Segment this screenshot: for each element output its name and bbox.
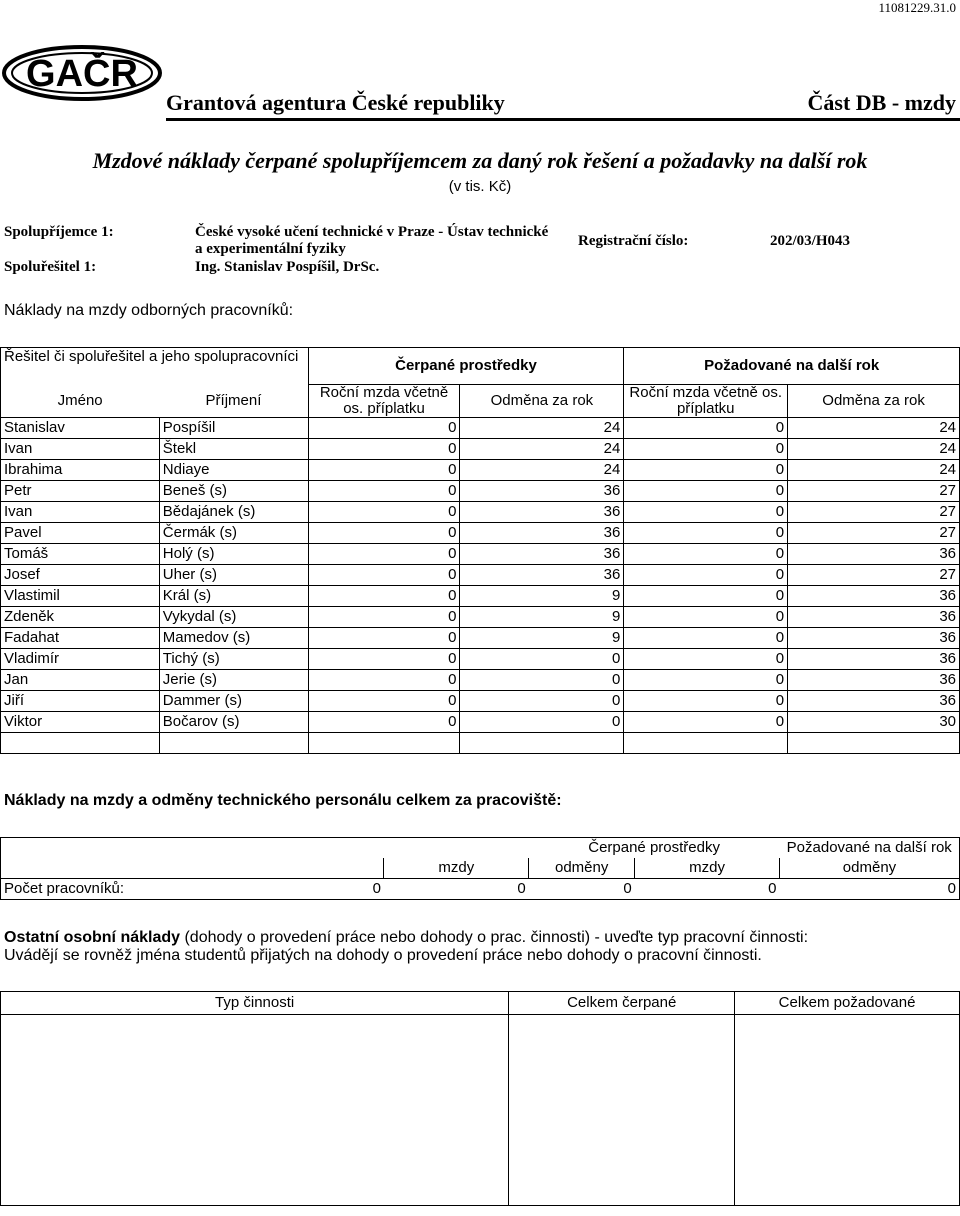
staff-first-name: Petr <box>1 481 160 502</box>
drawn-reward-value: 0 <box>460 670 624 691</box>
tech-requested-rewards-header: odměny <box>779 858 959 879</box>
section3-note: Uvádějí se rovněž jména studentů přijatých na dohody o provedení práce nebo dohody o pracovní činnosti. <box>4 947 762 964</box>
drawn-salary-value: 0 <box>308 691 460 712</box>
staff-first-name: Ivan <box>1 439 160 460</box>
drawn-reward-value: 36 <box>460 565 624 586</box>
staff-first-name: Fadahat <box>1 628 160 649</box>
other-costs-body <box>1 1015 509 1206</box>
other-costs-table <box>0 991 960 1206</box>
staff-first-name: Stanislav <box>1 418 160 439</box>
agency-name: Grantová agentura České republiky <box>166 90 505 115</box>
drawn-reward-value: 36 <box>460 502 624 523</box>
drawn-reward-value: 36 <box>460 523 624 544</box>
staff-last-name: Mamedov (s) <box>159 628 308 649</box>
staff-last-name: Beneš (s) <box>159 481 308 502</box>
worker-count-value: 0 <box>372 880 381 897</box>
requested-salary-value: 0 <box>624 649 788 670</box>
staff-row <box>1 565 960 586</box>
staff-first-name: Jan <box>1 670 160 691</box>
document-id: 11081229.31.0 <box>878 0 956 15</box>
coinvestigator-value: Ing. Stanislav Pospíšil, DrSc. <box>195 259 380 275</box>
gacr-logo <box>2 44 162 102</box>
requested-header: Požadované na další rok <box>624 348 960 385</box>
staff-first-name: Pavel <box>1 523 160 544</box>
staff-last-name: Uher (s) <box>159 565 308 586</box>
drawn-reward-value: 0 <box>460 649 624 670</box>
part-label: Část DB - mzdy <box>807 90 956 115</box>
tech-requested-rewards-value: 0 <box>779 879 959 900</box>
page-title: Mzdové náklady čerpané spolupříjemcem za daný rok řešení a požadavky na další rok <box>92 148 868 173</box>
corecipient-label: Spolupříjemce 1: <box>4 224 114 240</box>
staff-last-name: Dammer (s) <box>159 691 308 712</box>
staff-row <box>1 418 960 439</box>
staff-row <box>1 439 960 460</box>
coinvestigator-label: Spoluřešitel 1: <box>4 259 97 275</box>
worker-count-label: Počet pracovníků: <box>4 880 125 897</box>
requested-salary-value: 0 <box>624 670 788 691</box>
staff-last-name: Pospíšil <box>159 418 308 439</box>
tech-requested-header: Požadované na další rok <box>779 838 959 859</box>
drawn-salary-value: 0 <box>308 565 460 586</box>
requested-salary-value: 0 <box>624 523 788 544</box>
staff-first-name: Ivan <box>1 502 160 523</box>
drawn-reward-value: 36 <box>460 481 624 502</box>
section3-title-rest: (dohody o provedení práce nebo dohody o prac. činnosti) - uveďte typ pracovní činnosti: <box>180 929 809 946</box>
requested-reward-value: 36 <box>788 670 960 691</box>
requested-salary-value: 0 <box>624 607 788 628</box>
requested-reward-value: 27 <box>788 481 960 502</box>
researcher-header: Řešitel či spoluřešitel a jeho spolupracovníci <box>1 348 309 385</box>
drawn-salary-value: 0 <box>308 502 460 523</box>
registration-value: 202/03/H043 <box>770 233 851 249</box>
staff-first-name: Zdeněk <box>1 607 160 628</box>
requested-salary-value: 0 <box>624 418 788 439</box>
staff-last-name: Král (s) <box>159 586 308 607</box>
first-name-header: Jméno <box>1 385 160 418</box>
requested-salary-value: 0 <box>624 502 788 523</box>
requested-reward-value: 24 <box>788 418 960 439</box>
section3-title <box>4 929 808 947</box>
drawn-reward-value: 24 <box>460 418 624 439</box>
empty-row <box>1 733 960 754</box>
requested-reward-value: 36 <box>788 586 960 607</box>
unit-label: (v tis. Kč) <box>448 178 512 195</box>
corecipient-line2: a experimentální fyziky <box>195 241 346 257</box>
tech-requested-wages-header: mzdy <box>635 858 780 879</box>
drawn-salary-value: 0 <box>308 481 460 502</box>
staff-row <box>1 502 960 523</box>
staff-row <box>1 712 960 733</box>
drawn-salary-value: 0 <box>308 670 460 691</box>
requested-reward-value: 24 <box>788 439 960 460</box>
total-requested-header: Celkem požadované <box>735 992 960 1015</box>
drawn-reward-value: 9 <box>460 586 624 607</box>
requested-reward-value: 36 <box>788 691 960 712</box>
requested-salary-header: Roční mzda včetně os. příplatku <box>624 385 788 418</box>
section1-title: Náklady na mzdy odborných pracovníků: <box>4 302 294 319</box>
requested-reward-value: 30 <box>788 712 960 733</box>
tech-drawn-wages-value: 0 <box>384 879 529 900</box>
staff-row <box>1 544 960 565</box>
staff-last-name: Ndiaye <box>159 460 308 481</box>
staff-row <box>1 523 960 544</box>
requested-salary-value: 0 <box>624 691 788 712</box>
requested-reward-value: 27 <box>788 502 960 523</box>
registration-label: Registrační číslo: <box>578 233 689 249</box>
drawn-header: Čerpané prostředky <box>308 348 624 385</box>
drawn-reward-value: 24 <box>460 439 624 460</box>
staff-last-name: Bědajánek (s) <box>159 502 308 523</box>
staff-last-name: Tichý (s) <box>159 649 308 670</box>
requested-reward-value: 24 <box>788 460 960 481</box>
staff-row <box>1 481 960 502</box>
staff-last-name: Vykydal (s) <box>159 607 308 628</box>
drawn-salary-header: Roční mzda včetně os. příplatku <box>308 385 460 418</box>
drawn-salary-value: 0 <box>308 649 460 670</box>
staff-first-name: Vladimír <box>1 649 160 670</box>
logo-text: GAČR <box>26 53 138 95</box>
staff-row <box>1 670 960 691</box>
staff-first-name: Vlastimil <box>1 586 160 607</box>
requested-salary-value: 0 <box>624 544 788 565</box>
staff-first-name: Josef <box>1 565 160 586</box>
staff-row <box>1 460 960 481</box>
drawn-salary-value: 0 <box>308 418 460 439</box>
drawn-salary-value: 0 <box>308 523 460 544</box>
requested-reward-value: 36 <box>788 544 960 565</box>
requested-salary-value: 0 <box>624 565 788 586</box>
drawn-salary-value: 0 <box>308 712 460 733</box>
staff-wages-table <box>0 347 960 754</box>
drawn-salary-value: 0 <box>308 607 460 628</box>
requested-reward-value: 36 <box>788 607 960 628</box>
drawn-salary-value: 0 <box>308 628 460 649</box>
tech-requested-wages-value: 0 <box>635 879 780 900</box>
staff-row <box>1 691 960 712</box>
technical-staff-table <box>0 837 960 900</box>
drawn-reward-value: 0 <box>460 691 624 712</box>
staff-last-name: Bočarov (s) <box>159 712 308 733</box>
total-drawn-header: Celkem čerpané <box>509 992 735 1015</box>
staff-row <box>1 586 960 607</box>
section3-title-bold: Ostatní osobní náklady <box>4 929 181 946</box>
drawn-salary-value: 0 <box>308 439 460 460</box>
tech-drawn-rewards-header: odměny <box>529 858 635 879</box>
requested-salary-value: 0 <box>624 439 788 460</box>
drawn-salary-value: 0 <box>308 586 460 607</box>
requested-reward-value: 27 <box>788 565 960 586</box>
drawn-reward-value: 24 <box>460 460 624 481</box>
requested-salary-value: 0 <box>624 586 788 607</box>
requested-reward-value: 36 <box>788 628 960 649</box>
staff-last-name: Jerie (s) <box>159 670 308 691</box>
drawn-reward-value: 0 <box>460 712 624 733</box>
requested-reward-value: 27 <box>788 523 960 544</box>
drawn-salary-value: 0 <box>308 544 460 565</box>
requested-reward-header: Odměna za rok <box>788 385 960 418</box>
drawn-reward-value: 9 <box>460 607 624 628</box>
requested-salary-value: 0 <box>624 460 788 481</box>
requested-salary-value: 0 <box>624 712 788 733</box>
last-name-header: Příjmení <box>159 385 308 418</box>
activity-type-header: Typ činnosti <box>1 992 509 1015</box>
staff-last-name: Holý (s) <box>159 544 308 565</box>
drawn-reward-value: 9 <box>460 628 624 649</box>
staff-last-name: Čermák (s) <box>159 523 308 544</box>
section2-title: Náklady na mzdy a odměny technického personálu celkem za pracoviště: <box>4 792 562 809</box>
drawn-reward-header: Odměna za rok <box>460 385 624 418</box>
requested-reward-value: 36 <box>788 649 960 670</box>
requested-salary-value: 0 <box>624 481 788 502</box>
staff-last-name: Štekl <box>159 439 308 460</box>
staff-first-name: Tomáš <box>1 544 160 565</box>
requested-salary-value: 0 <box>624 628 788 649</box>
staff-first-name: Viktor <box>1 712 160 733</box>
staff-row <box>1 649 960 670</box>
drawn-reward-value: 36 <box>460 544 624 565</box>
staff-first-name: Ibrahima <box>1 460 160 481</box>
tech-drawn-rewards-value: 0 <box>529 879 635 900</box>
staff-row <box>1 628 960 649</box>
drawn-salary-value: 0 <box>308 460 460 481</box>
corecipient-line1: České vysoké učení technické v Praze - Ústav technické <box>195 224 549 240</box>
tech-drawn-header: Čerpané prostředky <box>529 838 780 859</box>
header-rule <box>166 118 960 121</box>
worker-count-row <box>1 879 960 900</box>
staff-first-name: Jiří <box>1 691 160 712</box>
staff-row <box>1 607 960 628</box>
tech-drawn-wages-header: mzdy <box>384 858 529 879</box>
